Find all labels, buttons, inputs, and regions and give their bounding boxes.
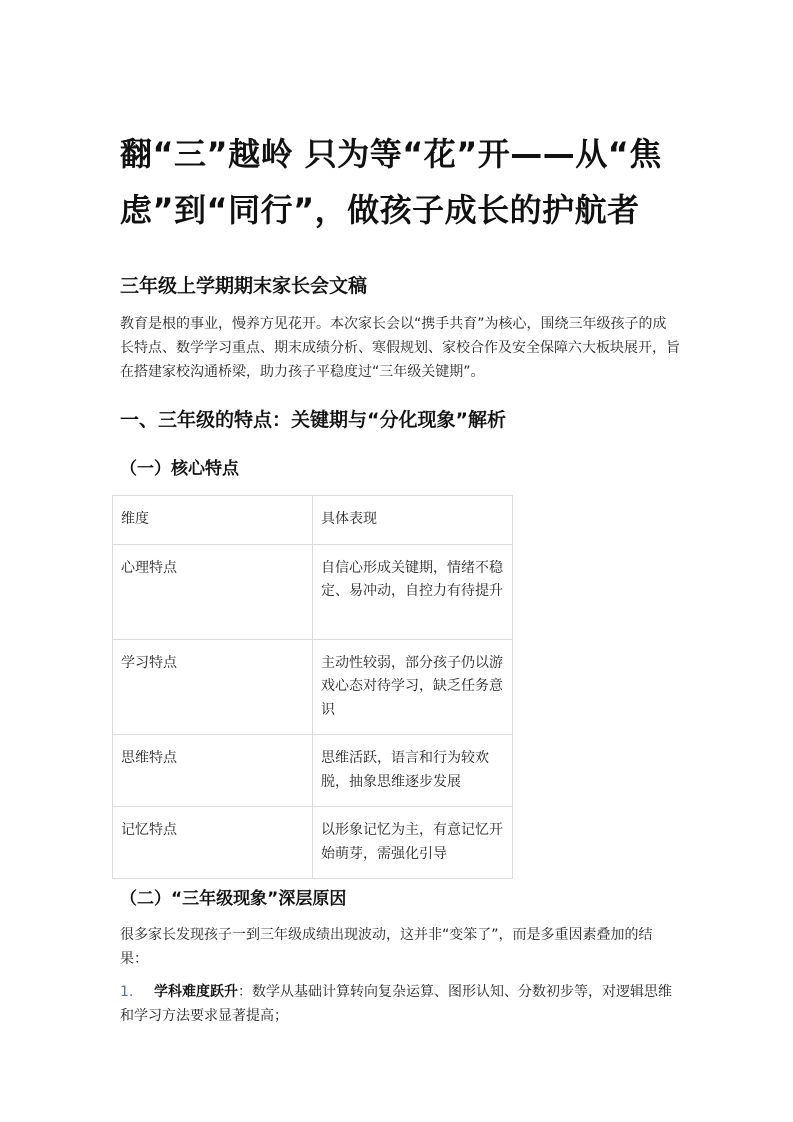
- table-cell-description: 自信心形成关键期，情绪不稳定、易冲动，自控力有待提升: [313, 544, 513, 639]
- table-header-cell: 维度: [113, 496, 313, 545]
- table-cell-description: 思维活跃，语言和行为较欢脱，抽象思维逐步发展: [313, 735, 513, 807]
- list-item-bold: 学科难度跃升: [154, 984, 238, 1000]
- list-number: 1.: [120, 984, 134, 1000]
- section1-sub2-heading: （二）“三年级现象”深层原因: [120, 889, 347, 909]
- table-cell-dimension: 学习特点: [113, 639, 313, 735]
- table-header-row: [113, 496, 513, 545]
- causes-paragraph: 很多家长发现孩子一到三年级成绩出现波动，这并非“变笨了”，而是多重因素叠加的结果：: [120, 927, 653, 967]
- table-cell-description: 主动性较弱，部分孩子仍以游戏心态对待学习，缺乏任务意识: [313, 639, 513, 735]
- table-row: [113, 735, 513, 807]
- table-cell-description: 以形象记忆为主，有意记忆开始萌芽，需强化引导: [313, 807, 513, 879]
- document-subtitle: 三年级上学期期末家长会文稿: [120, 275, 368, 297]
- intro-paragraph: 教育是根的事业，慢养方见花开。本次家长会以“携手共育”为核心，围绕三年级孩子的成长特点、数学学习重点、期末成绩分析、寒假规划、家校合作及安全保障六大板块展开，旨在搭建家校沟通桥梁，助力孩子平稳度过“三年级关键期”。: [120, 316, 680, 380]
- document-title: 翻“三”越岭 只为等“花”开——从“焦虑”到“同行”，做孩子成长的护航者: [120, 135, 662, 229]
- traits-table: [112, 495, 513, 879]
- list-item-text: ：数学从基础计算转向复杂运算、图形认知、分数初步等，对逻辑思维和学习方法要求显著提高；: [120, 984, 672, 1024]
- section1-sub1-heading: （一）核心特点: [120, 459, 239, 479]
- causes-list: [120, 980, 680, 1028]
- table-row: [113, 544, 513, 639]
- table-cell-dimension: 记忆特点: [113, 807, 313, 879]
- table-cell-dimension: 心理特点: [113, 544, 313, 639]
- table-cell-dimension: 思维特点: [113, 735, 313, 807]
- list-item: [120, 980, 680, 1028]
- table-row: [113, 639, 513, 735]
- section1-heading: 一、三年级的特点：关键期与“分化现象”解析: [120, 409, 506, 431]
- table-header-cell: 具体表现: [313, 496, 513, 545]
- table-row: [113, 807, 513, 879]
